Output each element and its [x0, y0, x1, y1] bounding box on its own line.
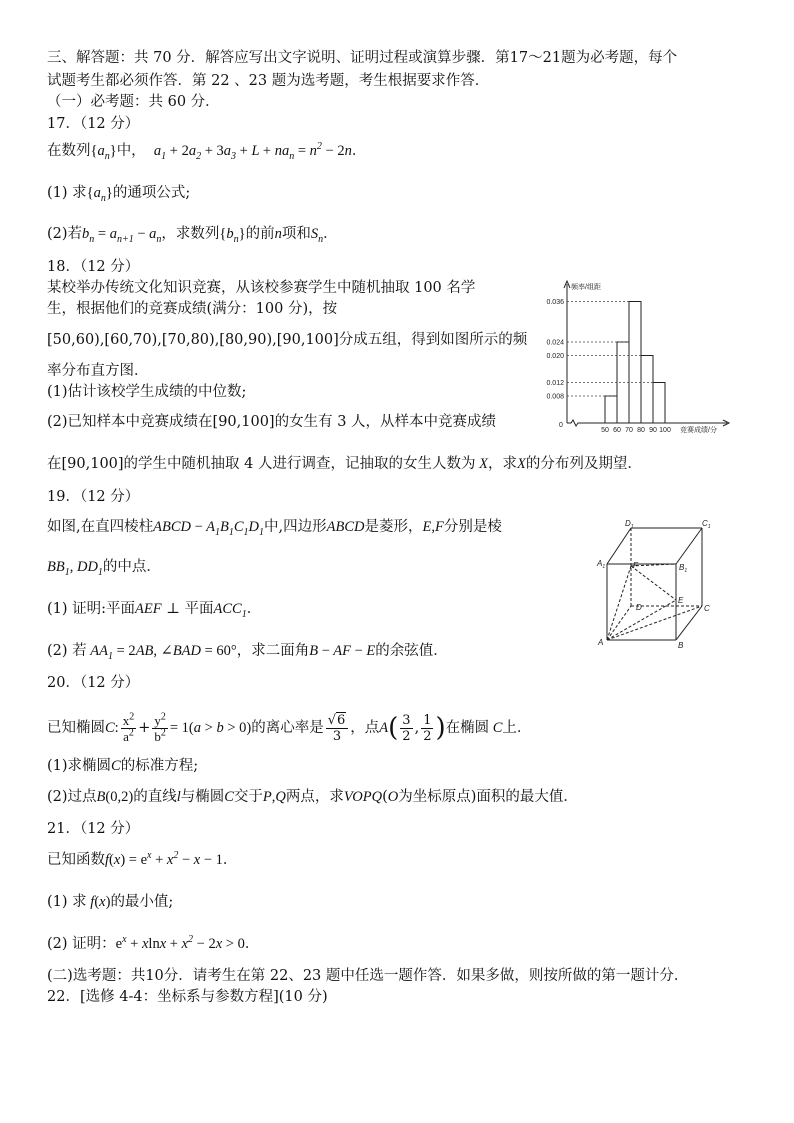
- problem-20-line1: 已知椭圆C: $\frac{x^2}{a^2}$ + $\frac{y^2}{b^2}$ = 1(a > b > 0)的离心率是 $\frac{√6}{3}$ ，点A( $\frac{3}{2}$ , $\frac{1}{2}$ )在椭圆 C上．: [47, 711, 532, 744]
- prism-figure: [592, 518, 714, 650]
- x-tick-label: 50: [601, 427, 609, 434]
- histogram-bar: [629, 302, 641, 424]
- problem-19-part1: (1) 证明:平面AEF ⊥ 平面$ACC_1$．: [47, 601, 262, 620]
- problem-21-part2: (2) 证明：$e^x + xlnx + x^2 - 2x > 0$．: [47, 934, 260, 952]
- svg-text:E: E: [678, 596, 684, 605]
- y-tick-label: 0.012: [546, 380, 564, 387]
- x-tick-label: 100: [659, 427, 671, 434]
- svg-text:B: B: [678, 641, 684, 650]
- problem-19-line2: $BB_1$, $DD_1$的中点．: [47, 559, 161, 578]
- section-header-line2: 试题考生都必须作答．第 22 、23 题为选考题，考生根据要求作答．: [47, 73, 490, 89]
- problem-20-part2: (2)过点B(0,2)的直线l与椭圆C交于P,Q两点，求VOPQ(O为坐标原点)面积的最大值．: [47, 789, 578, 805]
- svg-text:A1: $A_1$: [597, 559, 606, 570]
- problem-17-part1: (1) 求$\{a_n\}$的通项公式;: [47, 185, 191, 204]
- problem-19-line1: 如图,在直四棱柱ABCD − $A_1B_1C_1D_1$中,四边形ABCD是菱形，E,F分别是棱: [47, 519, 502, 538]
- problem-18-line3: [50,60),[60,70),[70,80),[80,90),[90,100]分成五组，得到如图所示的频: [47, 332, 528, 348]
- problem-17-part2: (2)若$b_n = a_{n+1} - a_n$，求数列$\{b_n\}$的前n项和$S_n$．: [47, 226, 338, 245]
- svg-text:A: A: [598, 638, 604, 647]
- svg-text:C1: $C_1$: [702, 519, 711, 530]
- problem-18-part1: (1)估计该校学生成绩的中位数;: [47, 384, 247, 400]
- y-axis-label: 频率/组距: [571, 284, 601, 291]
- problem-19-part2: (2) 若 $AA_1 = 2AB$, ∠BAD = 60°，求二面角B − AF − E的余弦值．: [47, 643, 448, 662]
- histogram-bar: [641, 356, 653, 424]
- problem-18-line2: 生，根据他们的竞赛成绩(满分：100 分)，按: [47, 301, 338, 317]
- problem-18-number: 18．（12 分）: [47, 259, 140, 275]
- problem-21-part1: (1) 求 f(x)的最小值;: [47, 894, 174, 910]
- problem-22-title: 22．[选修 4-4：坐标系与参数方程](10 分): [47, 989, 328, 1005]
- problem-18-line4: 率分布直方图．: [47, 363, 149, 379]
- origin-label: 0: [559, 422, 563, 429]
- x-tick-label: 80: [637, 427, 645, 434]
- problem-20-part1: (1)求椭圆C的标准方程;: [47, 758, 199, 774]
- y-tick-label: 0.024: [546, 339, 564, 347]
- x-tick-label: 70: [625, 427, 633, 434]
- x-axis-label: 竞赛成绩/分: [680, 427, 717, 434]
- svg-text:F: F: [633, 561, 638, 570]
- frequency-histogram: [537, 278, 737, 440]
- section-header-line1: 三、解答题：共 70 分．解答应写出文字说明、证明过程或演算步骤．第17～21题为必考题，每个: [47, 50, 678, 66]
- histogram-bar: [653, 383, 665, 424]
- problem-17-statement: 在数列$\{a_n\}$中， $a_1 + 2a_2 + 3a_3 + L + na_n = n^2 - 2n$．: [47, 141, 367, 162]
- problem-21-line1: 已知函数$f(x) = e^x + x^2 - x - 1$．: [47, 850, 238, 868]
- problem-21-number: 21．（12 分）: [47, 821, 140, 837]
- x-tick-label: 60: [613, 427, 621, 434]
- problem-20-number: 20．（12 分）: [47, 675, 140, 691]
- required-header: （一）必考题：共 60 分．: [47, 94, 220, 110]
- histogram-bar: [605, 396, 617, 423]
- problem-18-part2-line1: (2)已知样本中竞赛成绩在[90,100]的女生有 3 人，从样本中竞赛成绩: [47, 414, 497, 430]
- svg-text:D1: $D_1$: [625, 519, 634, 530]
- y-tick-label: 0.036: [546, 299, 564, 306]
- elective-header: (二)选考题：共10分．请考生在第 22、23 题中任选一题作答．如果多做，则按所做的第一题计分．: [47, 968, 689, 984]
- problem-18-part2-line2: 在[90,100]的学生中随机抽取 4 人进行调查，记抽取的女生人数为 X，求X的分布列及期望．: [47, 456, 642, 472]
- y-tick-label: 0.020: [546, 353, 564, 360]
- y-tick-label: 0.008: [546, 393, 564, 401]
- x-tick-label: 90: [649, 427, 657, 434]
- svg-text:B1: $B_1$: [679, 563, 688, 574]
- problem-18-line1: 某校举办传统文化知识竞赛，从该校参赛学生中随机抽取 100 名学: [47, 280, 476, 296]
- problem-19-number: 19．（12 分）: [47, 489, 140, 505]
- svg-text:D: D: [636, 603, 642, 612]
- problem-17-number: 17．（12 分）: [47, 116, 140, 132]
- svg-text:C: C: [704, 604, 710, 613]
